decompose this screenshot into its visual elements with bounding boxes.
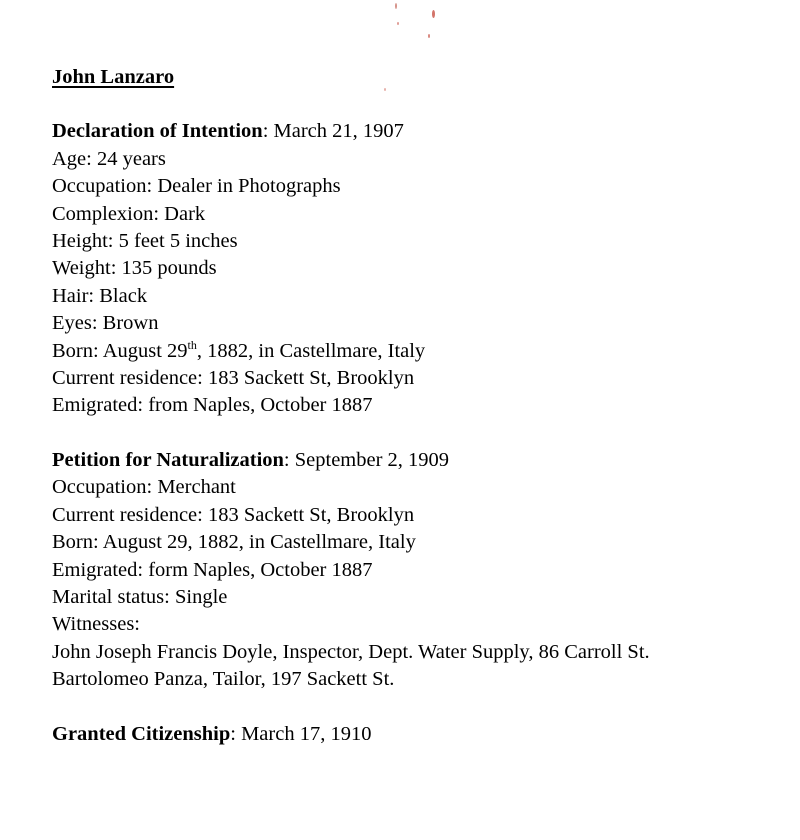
detail-line: Occupation: Dealer in Photographs [52, 175, 341, 198]
person-name-heading: John Lanzaro [52, 66, 175, 88]
detail-line: Current residence: 183 Sackett St, Brooklyn [52, 503, 415, 526]
citizenship-section [52, 721, 792, 748]
born-prefix: Born: August 29 [52, 339, 188, 362]
detail-line: Height: 5 feet 5 inches [52, 230, 238, 253]
detail-line: Hair: Black [52, 284, 148, 307]
petition-title: Petition for Naturalization [52, 448, 284, 471]
petition-section [52, 447, 792, 694]
born-suffix: , 1882, in Castellmare, Italy [196, 339, 426, 362]
scan-speck [428, 34, 430, 38]
scan-speck [397, 22, 399, 25]
petition-heading [52, 447, 792, 474]
detail-line: Emigrated: from Naples, October 1887 [52, 394, 373, 417]
citizenship-heading [52, 721, 792, 748]
witness-line: Bartolomeo Panza, Tailor, 197 Sackett St. [52, 668, 395, 691]
document-body [52, 64, 792, 775]
detail-line: Age: 24 years [52, 147, 166, 170]
detail-line: Witnesses: [52, 613, 140, 636]
detail-line: Occupation: Merchant [52, 476, 236, 499]
scan-speck [395, 3, 397, 9]
witness-line: John Joseph Francis Doyle, Inspector, Dept. Water Supply, 86 Carroll St. [52, 640, 650, 663]
born-line [52, 338, 792, 365]
petition-date: : September 2, 1909 [283, 448, 450, 471]
detail-line: Weight: 135 pounds [52, 257, 217, 280]
declaration-heading [52, 118, 792, 145]
detail-line: Born: August 29, 1882, in Castellmare, Italy [52, 531, 416, 554]
detail-line: Eyes: Brown [52, 312, 159, 335]
declaration-date: : March 21, 1907 [262, 120, 404, 143]
detail-line: Marital status: Single [52, 585, 228, 608]
citizenship-date: : March 17, 1910 [230, 722, 372, 745]
detail-line: Complexion: Dark [52, 202, 206, 225]
detail-line: Emigrated: form Naples, October 1887 [52, 558, 373, 581]
declaration-title: Declaration of Intention [52, 120, 263, 143]
citizenship-title: Granted Citizenship [52, 722, 231, 745]
declaration-section [52, 118, 792, 419]
scan-speck [432, 10, 435, 18]
born-superscript: th [187, 337, 197, 352]
detail-line: Current residence: 183 Sackett St, Brooklyn [52, 367, 415, 390]
